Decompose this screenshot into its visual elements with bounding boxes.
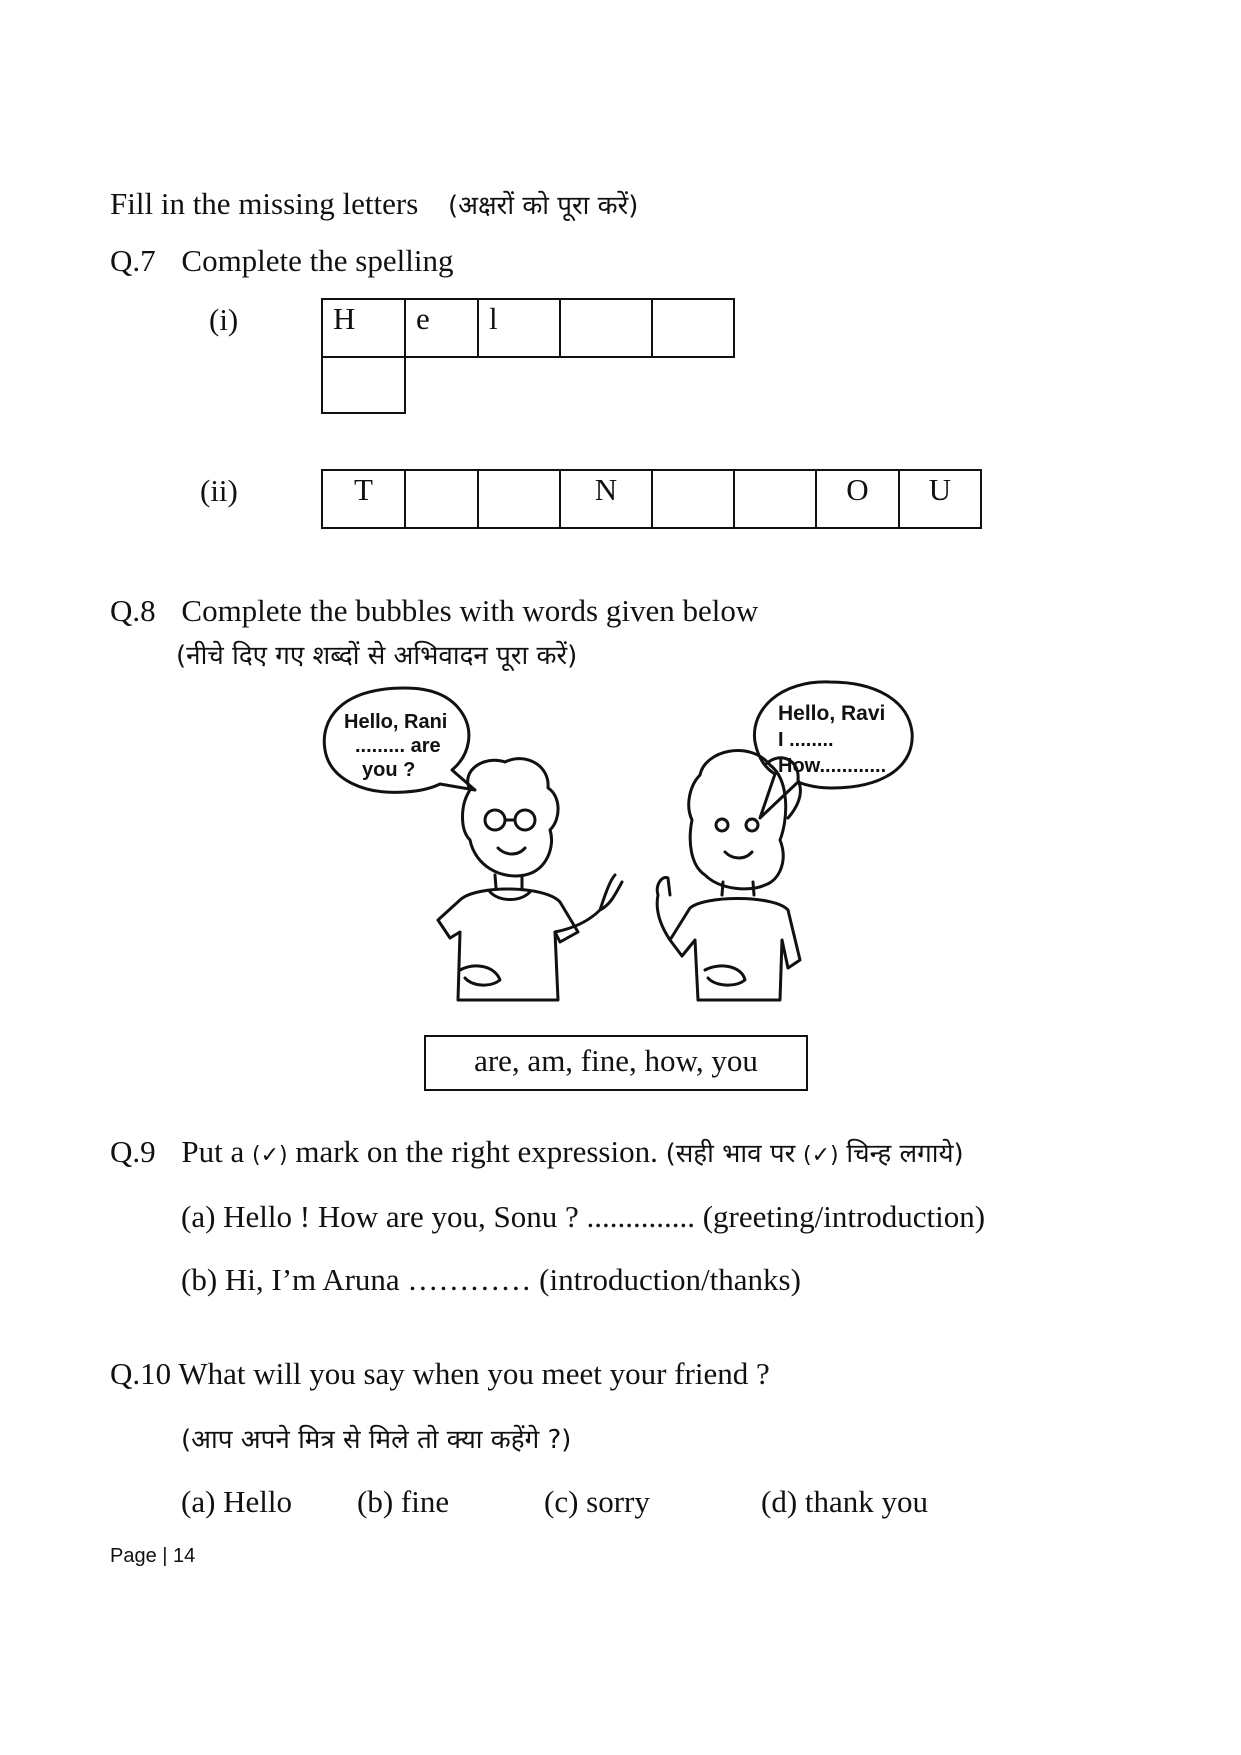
letter-cell[interactable]: l <box>479 300 561 358</box>
q8-text: Complete the bubbles with words given below <box>181 593 759 628</box>
q9-number: Q.9 <box>110 1134 156 1169</box>
q7-i-grid-row1 <box>321 298 735 358</box>
q10-text: What will you say when you meet your friend ? <box>178 1356 770 1391</box>
section-title-hi: (अक्षरों को पूरा करें) <box>448 191 639 221</box>
q7-ii-label: (ii) <box>200 473 238 508</box>
boy-figure <box>438 759 622 1000</box>
q7-ii-grid <box>321 469 982 529</box>
bubble-right-line-2: I ........ <box>778 729 834 751</box>
q7-number: Q.7 <box>110 243 156 278</box>
letter-cell[interactable] <box>653 300 735 358</box>
q10-text-hi: (आप अपने मित्र से मिले तो क्या कहेंगे ?) <box>181 1425 572 1455</box>
q9-option-b[interactable]: (b) Hi, I’m Aruna ………… (introduction/thanks) <box>181 1262 801 1297</box>
letter-cell[interactable]: e <box>406 300 479 358</box>
bubble-right-line-1: Hello, Ravi <box>778 702 886 725</box>
q8-number: Q.8 <box>110 593 156 628</box>
q10-option-a[interactable]: (a) Hello <box>181 1484 293 1519</box>
q10-option-c[interactable]: (c) sorry <box>544 1484 650 1519</box>
q10-option-d[interactable]: (d) thank you <box>761 1484 929 1519</box>
q9-text-hi-after: चिन्ह लगाये) <box>846 1139 964 1169</box>
section-title-en: Fill in the missing letters <box>110 186 419 221</box>
q8-text-hi: (नीचे दिए गए शब्दों से अभिवादन पूरा करें) <box>176 641 578 671</box>
letter-cell[interactable] <box>653 471 735 529</box>
q7-heading <box>110 243 453 279</box>
q9-option-a[interactable]: (a) Hello ! How are you, Sonu ? .............. (greeting/introduction) <box>181 1199 986 1234</box>
bubble-right-line-3: How............ <box>778 755 887 777</box>
q10-option-b[interactable]: (b) fine <box>357 1484 450 1519</box>
q8-heading <box>110 593 758 629</box>
q7-i-grid-row2 <box>321 356 406 414</box>
q10-heading <box>110 1356 770 1392</box>
q9-heading <box>110 1134 964 1174</box>
q9-text-after: mark on the right expression. <box>295 1134 658 1169</box>
bubble-left-line-2: ......... are <box>355 735 441 757</box>
letter-cell[interactable] <box>479 471 561 529</box>
bubble-left-line-3: you ? <box>362 759 416 781</box>
letter-cell[interactable] <box>323 356 406 414</box>
q9-text-before: Put a <box>181 1134 245 1169</box>
tick-mark-icon: (✓) <box>252 1143 288 1168</box>
girl-figure <box>657 751 800 1000</box>
letter-cell[interactable] <box>561 300 653 358</box>
greeting-illustration <box>310 670 930 1015</box>
letter-cell[interactable] <box>406 471 479 529</box>
word-bank-box: are, am, fine, how, you <box>424 1035 808 1091</box>
q7-i-label: (i) <box>209 302 239 337</box>
letter-cell[interactable] <box>735 471 817 529</box>
letter-cell[interactable]: T <box>323 471 406 529</box>
letter-cell[interactable]: N <box>561 471 653 529</box>
tick-mark-icon: (✓) <box>803 1143 839 1168</box>
q9-text-hi-before: (सही भाव पर <box>665 1139 796 1169</box>
letter-cell[interactable]: U <box>900 471 982 529</box>
letter-cell[interactable]: H <box>323 300 406 358</box>
section-title <box>110 186 638 224</box>
q7-text: Complete the spelling <box>181 243 454 278</box>
bubble-left-line-1: Hello, Rani <box>344 711 448 733</box>
page-number: Page | 14 <box>110 1545 196 1567</box>
letter-cell[interactable]: O <box>817 471 900 529</box>
q10-number: Q.10 <box>110 1356 172 1391</box>
